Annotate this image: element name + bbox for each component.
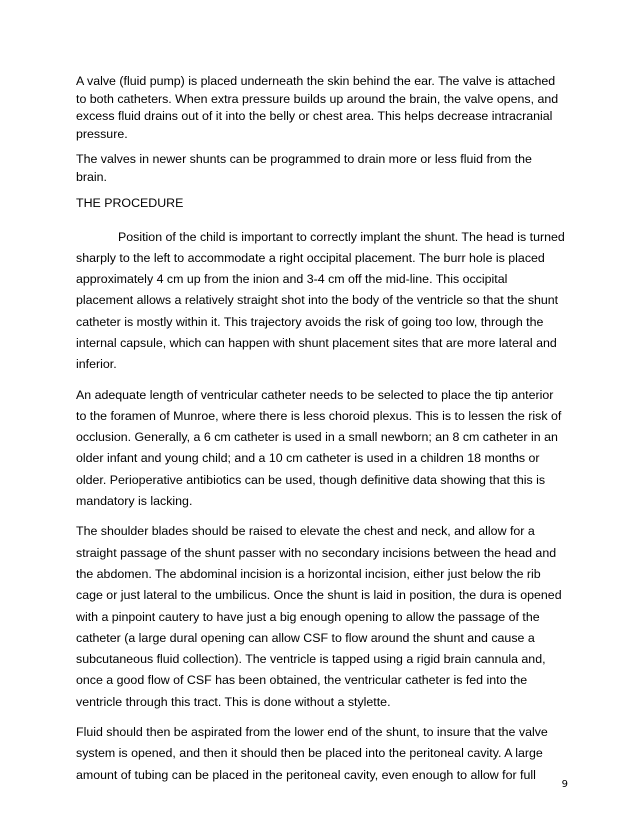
paragraph-valve-description: A valve (fluid pump) is placed underneath the skin behind the ear. The valve is attached to both catheters. When extra pressure builds up around the brain, the valve opens, and excess fluid drains out of it into the belly or chest area. This helps decrease intracranial pressure.	[76, 74, 559, 141]
page-number: 9	[561, 779, 568, 790]
paragraph-programmable-valves: The valves in newer shunts can be programmed to drain more or less fluid from the brain.	[76, 152, 532, 184]
section-heading-procedure: THE PROCEDURE	[76, 196, 184, 210]
paragraph-shoulder-blades: The shoulder blades should be raised to elevate the chest and neck, and allow for a straight passage of the shunt passer with no secondary incisions between the head and the abdomen. The abdominal incision is a horizontal incision, either just below the rib cage or just lateral to the umbilicus. Once the shunt is laid in position, the dura is opened with a pinpoint cautery to have just a big enough opening to allow the passage of the catheter (a large dural opening can allow CSF to flow around the shunt and cause a subcutaneous fluid collection). The ventricle is tapped using a rigid brain cannula and, once a good flow of CSF has been obtained, the ventricular catheter is fed into the ventricle through this tract. This is done without a stylette.	[76, 524, 562, 709]
paragraph-catheter-length: An adequate length of ventricular catheter needs to be selected to place the tip anterior to the foramen of Munroe, where there is less choroid plexus. This is to lessen the risk of occlusion. Generally, a 6 cm catheter is used in a small newborn; an 8 cm catheter in an older infant and young child; and a 10 cm catheter is used in a children 18 months or older. Perioperative antibiotics can be used, though definitive data showing that this is mandatory is lacking.	[76, 387, 562, 509]
page-body	[76, 73, 566, 786]
paragraph-child-position: Position of the child is important to correctly implant the shunt. The head is turned sharply to the left to accommodate a right occipital placement. The burr hole is placed approximately 4 cm up from the inion and 3-4 cm off the mid-line. This occipital placement allows a relatively straight shot into the body of the ventricle so that the shunt catheter is mostly within it. This trajectory avoids the risk of going too low, through the internal capsule, which can happen with shunt placement sites that are more lateral and inferior.	[76, 229, 565, 372]
paragraph-fluid-aspiration: Fluid should then be aspirated from the lower end of the shunt, to insure that the valve system is opened, and then it should then be placed into the peritoneal cavity. A large amount of tubing can be placed in the peritoneal cavity, even enough to allow for full	[76, 725, 548, 782]
